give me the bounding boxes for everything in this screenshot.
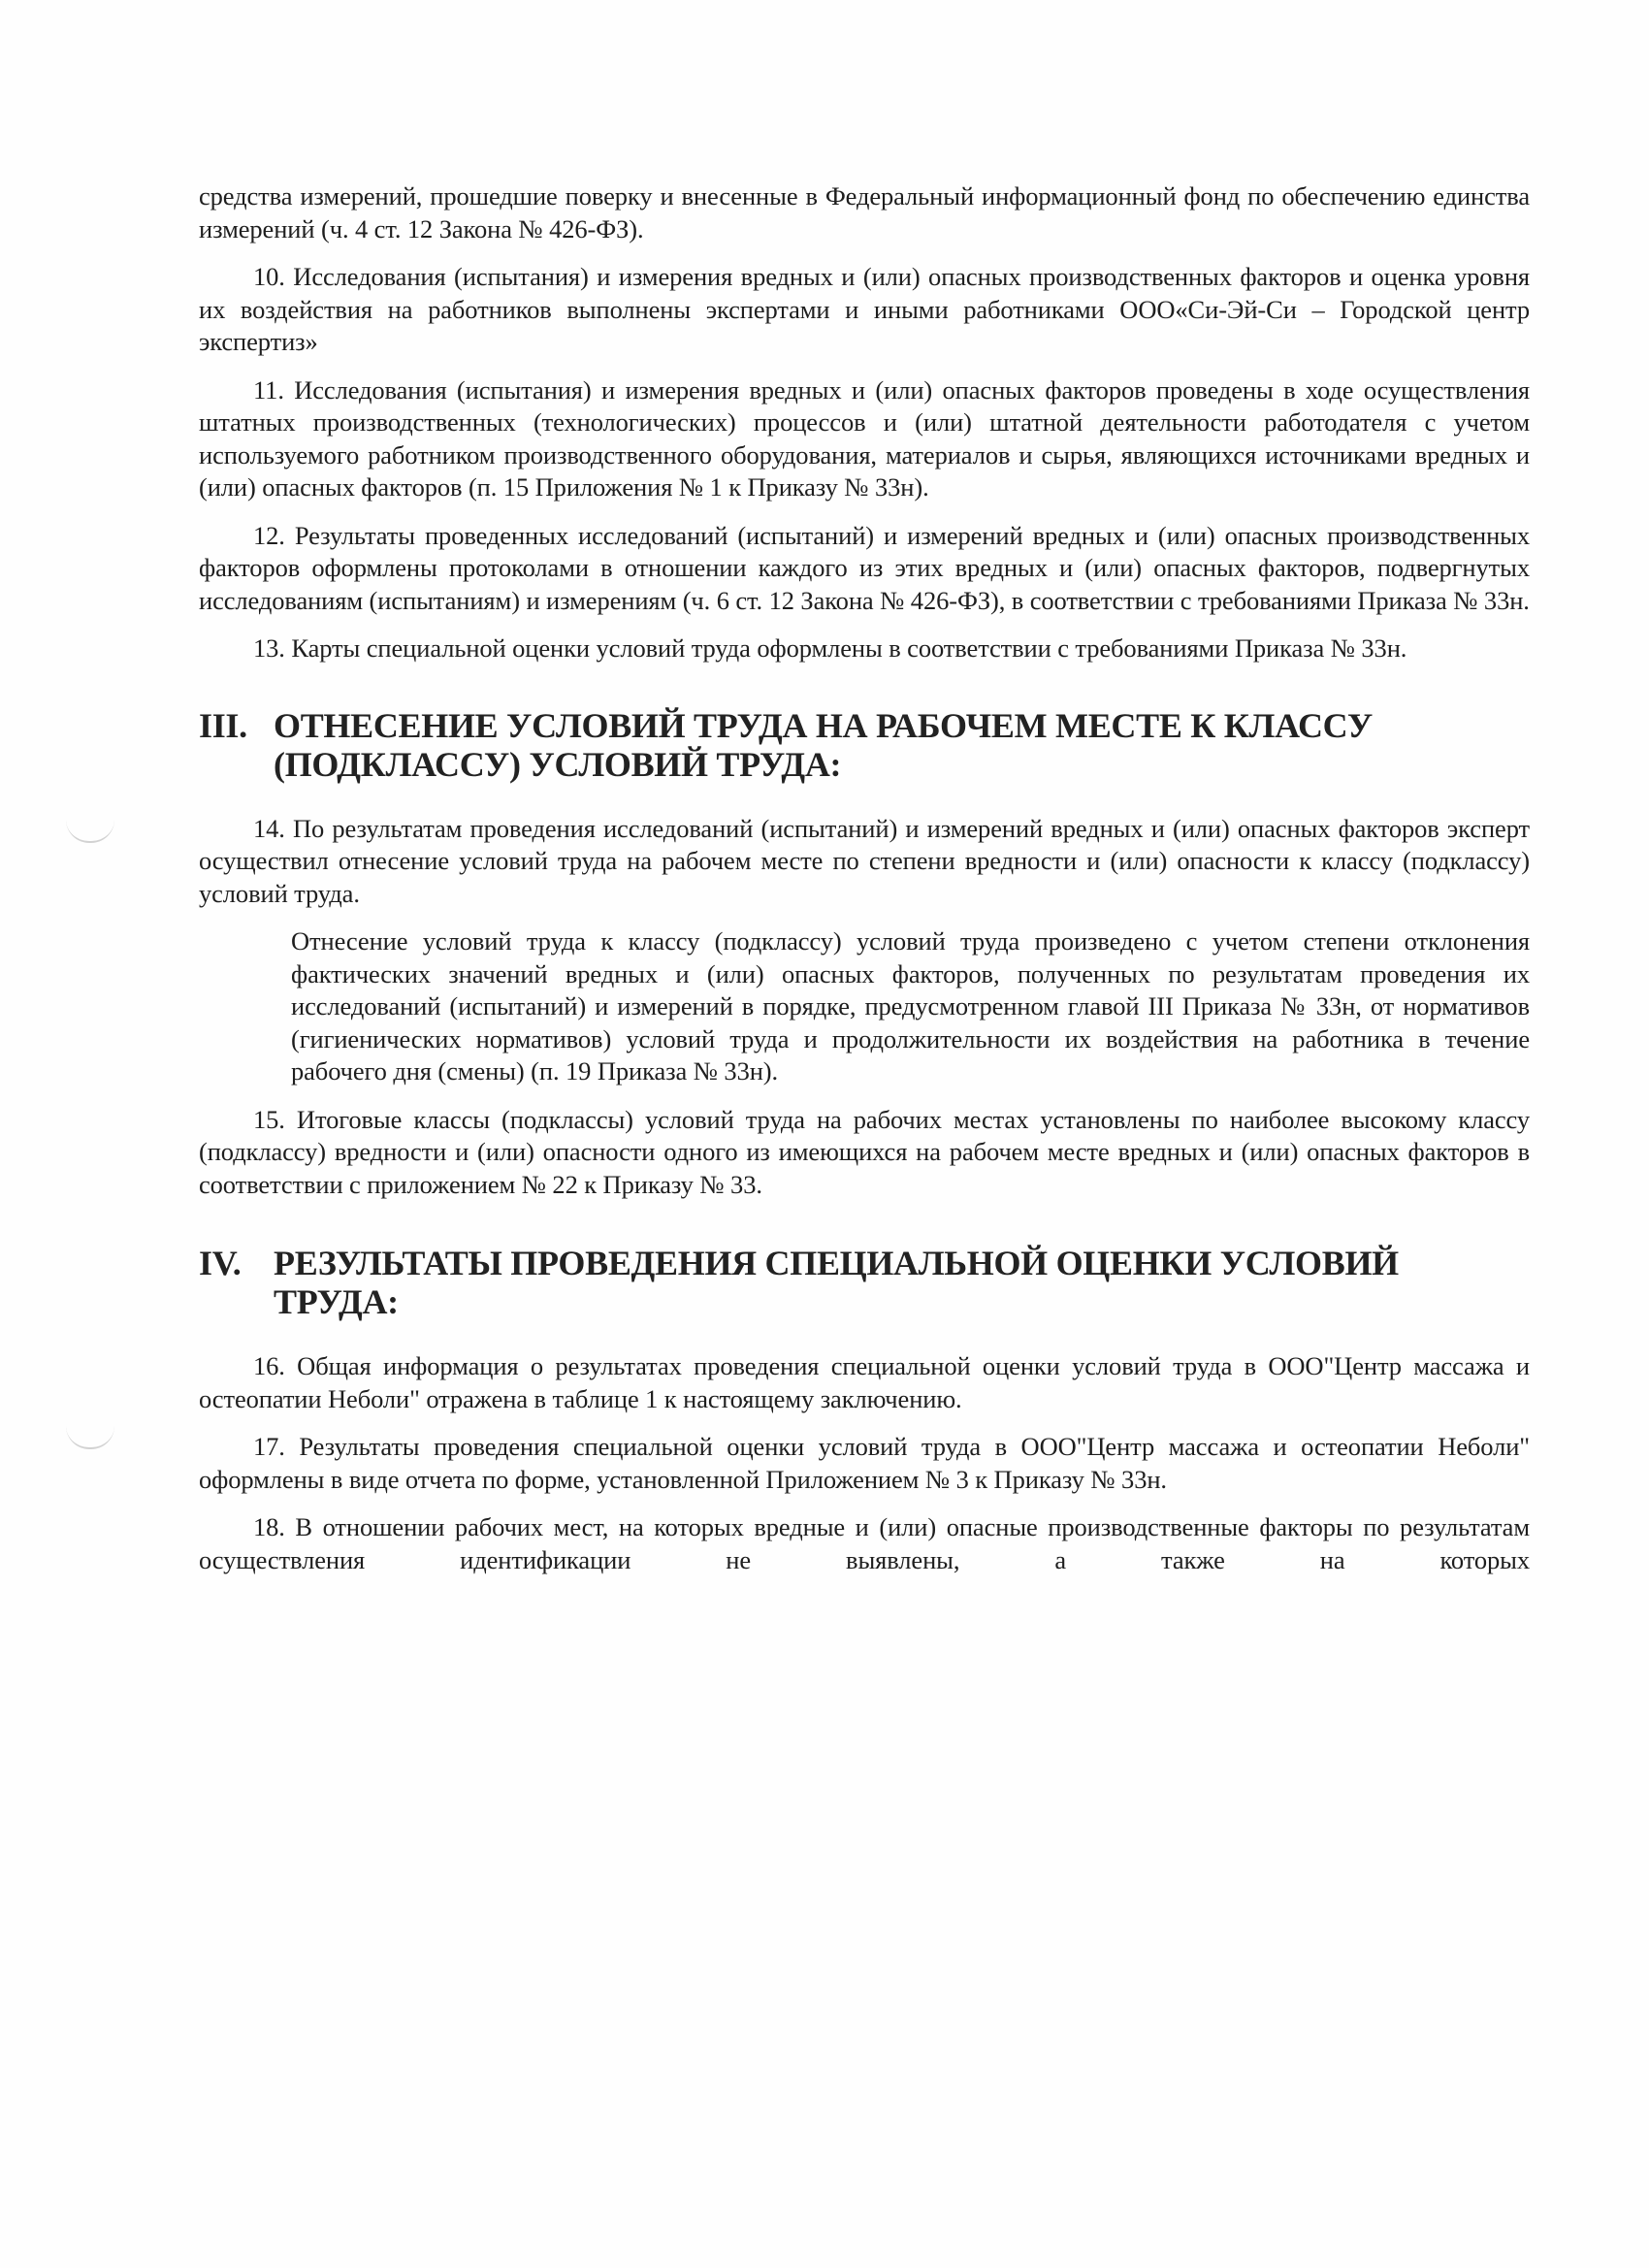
- paragraph-18: 18. В отношении рабочих мест, на которых вредные и (или) опасные производственные факторы по результатам осуществления идентификации не выявлены, а также на которых: [199, 1512, 1530, 1574]
- hole-punch-mark: [66, 820, 114, 843]
- paragraph-13: 13. Карты специальной оценки условий труда оформлены в соответствии с требованиями Приказа № 33н.: [253, 633, 1407, 663]
- section-3-heading: [199, 706, 1530, 784]
- paragraph-continuation: средства измерений, прошедшие поверку и внесенные в Федеральный информационный фонд по обеспечению единства измерений (ч. 4 ст. 12 Закона № 426-ФЗ).: [199, 181, 1530, 243]
- paragraph-14: 14. По результатам проведения исследований (испытаний) и измерений вредных и (или) опасных факторов эксперт осуществил отнесение условий труда на рабочем месте по степени вредности и (или) опасности к классу (подклассу) условий труда.: [199, 813, 1530, 908]
- hole-punch-mark: [66, 1426, 114, 1449]
- section-number: III.: [199, 705, 247, 745]
- section-4-heading: [199, 1244, 1530, 1321]
- paragraph-15: 15. Итоговые классы (подклассы) условий труда на рабочих местах установлены по наиболее высокому классу (подклассу) вредности и (или) опасности одного из имеющихся на рабочем месте вредных и (или) опасных факторов в соответствии с приложением № 22 к Приказу № 33.: [199, 1104, 1530, 1199]
- paragraph-12: 12. Результаты проведенных исследований (испытаний) и измерений вредных и (или) опасных производственных факторов оформлены протоколами в отношении каждого из этих вредных и (или) опасных факторов, подвергнутых исследованиям (испытаниям) и измерениям (ч. 6 ст. 12 Закона № 426-ФЗ), в соответствии с требованиями Приказа № 33н.: [199, 520, 1530, 615]
- document-body: [199, 180, 1530, 1576]
- section-title: ОТНЕСЕНИЕ УСЛОВИЙ ТРУДА НА РАБОЧЕМ МЕСТЕ К КЛАССУ (ПОДКЛАССУ) УСЛОВИЙ ТРУДА:: [274, 705, 1374, 784]
- section-number: IV.: [199, 1244, 242, 1282]
- paragraph-17: 17. Результаты проведения специальной оценки условий труда в ООО"Центр массажа и остеопатии Неболи" оформлены в виде отчета по форме, установленной Приложением № 3 к Приказу № 33н.: [199, 1432, 1530, 1494]
- paragraph-11: 11. Исследования (испытания) и измерения вредных и (или) опасных факторов проведены в ходе осуществления штатных производственных (технологических) процессов и (или) штатной деятельности работодателя с учетом используемого работником производственного оборудования, материалов и сырья, являющихся источниками вредных и (или) опасных факторов (п. 15 Приложения № 1 к Приказу № 33н).: [199, 374, 1530, 502]
- paragraph-14-quote: Отнесение условий труда к классу (подклассу) условий труда произведено с учетом степени отклонения фактических значений вредных и (или) опасных факторов, полученных по результатам проведения их исследований (испытаний) и измерений в порядке, предусмотренном главой III Приказа № 33н, от нормативов (гигиенических нормативов) условий труда и продолжительности их воздействия на работника в течение рабочего дня (смены) (п. 19 Приказа № 33н).: [291, 926, 1530, 1085]
- section-title: РЕЗУЛЬТАТЫ ПРОВЕДЕНИЯ СПЕЦИАЛЬНОЙ ОЦЕНКИ УСЛОВИЙ ТРУДА:: [274, 1244, 1399, 1321]
- paragraph-16: 16. Общая информация о результатах проведения специальной оценки условий труда в ООО"Центр массажа и остеопатии Неболи" отражена в таблице 1 к настоящему заключению.: [199, 1351, 1530, 1413]
- paragraph-10: 10. Исследования (испытания) и измерения вредных и (или) опасных производственных факторов и оценка уровня их воздействия на работников выполнены экспертами и иными работниками ООО«Си-Эй-Си – Городской центр экспертиз»: [199, 262, 1530, 356]
